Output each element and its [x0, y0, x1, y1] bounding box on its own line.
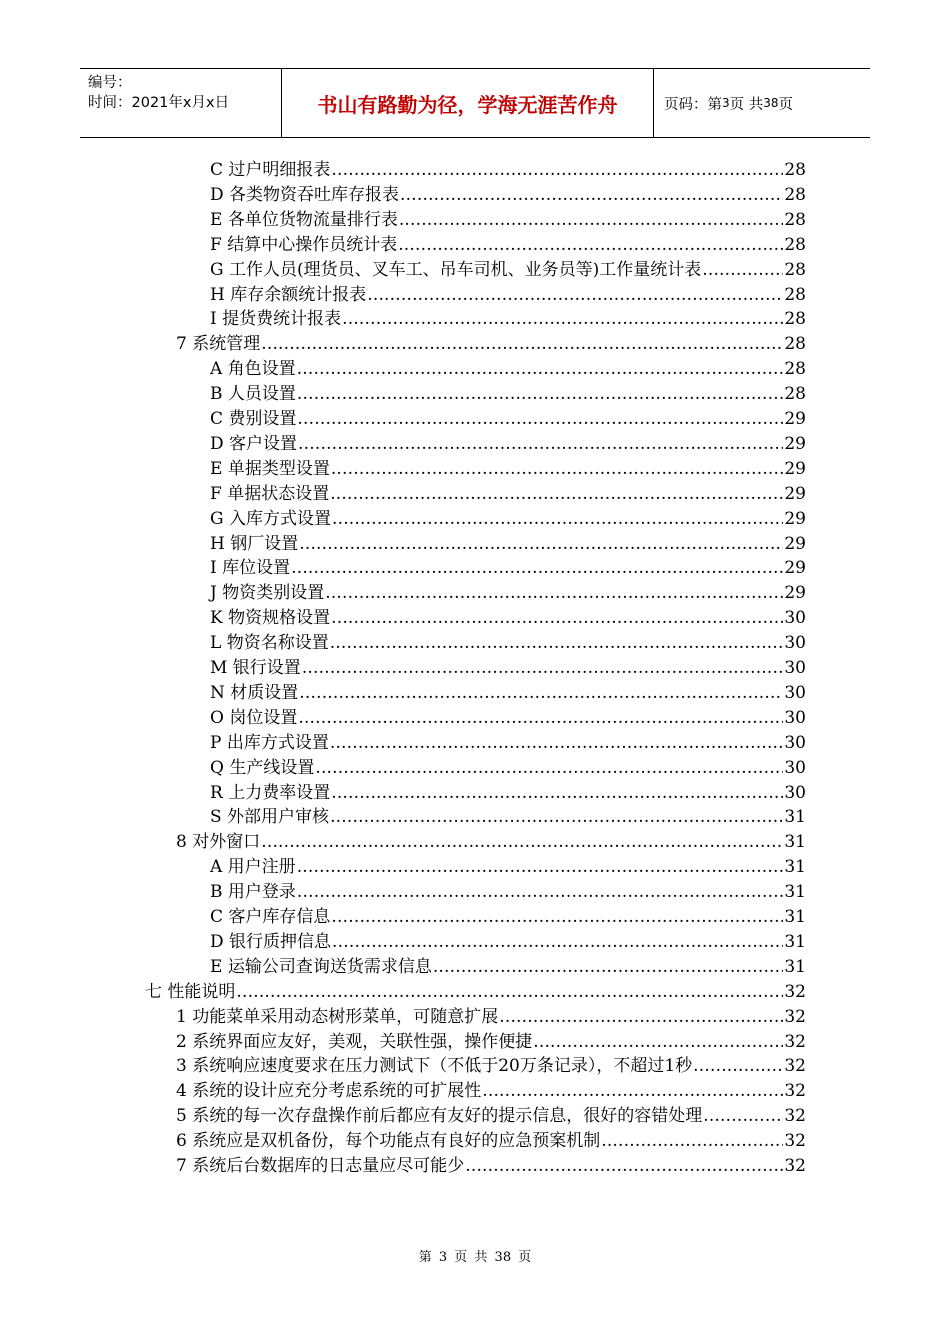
toc-leader-dots [302, 656, 784, 681]
toc-entry[interactable] [210, 432, 806, 457]
toc-entry-label: G 工作人员(理货员、叉车工、吊车司机、业务员等)工作量统计表 [210, 259, 702, 280]
toc-entry-page: 29 [784, 409, 806, 429]
toc-entry-label: 1 功能菜单采用动态树形菜单，可随意扩展 [176, 1006, 499, 1027]
toc-entry-page: 31 [784, 807, 806, 828]
toc-entry-page: 28 [784, 184, 806, 205]
toc-entry-page: 32 [784, 981, 806, 1002]
toc-entry[interactable] [210, 556, 806, 581]
toc-entry-page: 28 [784, 309, 806, 330]
toc-leader-dots [298, 432, 783, 457]
toc-entry[interactable] [210, 307, 806, 332]
toc-leader-dots [261, 830, 783, 855]
toc-entry-label: C 费别设置 [210, 409, 297, 429]
toc-entry-page: 32 [784, 1131, 806, 1152]
toc-entry-label: M 银行设置 [210, 658, 301, 678]
header-meta-cell [80, 69, 282, 137]
toc-entry[interactable] [210, 233, 806, 258]
toc-leader-dots [342, 307, 783, 332]
toc-entry-page: 31 [784, 832, 806, 853]
toc-leader-dots [601, 1129, 783, 1154]
toc-leader-dots [261, 332, 783, 357]
toc-entry-label: L 物资名称设置 [210, 633, 329, 654]
toc-entry-label: N 材质设置 [210, 682, 299, 703]
toc-entry-page: 31 [784, 882, 806, 903]
toc-entry-page: 32 [784, 1056, 806, 1077]
page-footer: 第 3 页 共 38 页 [418, 1250, 532, 1265]
toc-entry-label: P 出库方式设置 [210, 732, 329, 753]
toc-entry-page: 28 [784, 359, 806, 380]
toc-entry-page: 30 [784, 658, 806, 678]
toc-entry-page: 32 [784, 1031, 806, 1052]
toc-entry[interactable] [210, 457, 806, 482]
page-header [80, 68, 870, 138]
toc-entry[interactable] [176, 1005, 806, 1030]
toc-entry-page: 30 [784, 732, 806, 753]
toc-leader-dots [297, 855, 784, 880]
header-motto-cell [282, 69, 654, 137]
toc-entry-page: 30 [784, 682, 806, 703]
toc-entry-label: 4 系统的设计应充分考虑系统的可扩展性 [176, 1081, 482, 1102]
toc-entry[interactable] [210, 357, 806, 382]
toc-leader-dots [702, 258, 783, 283]
toc-entry[interactable] [210, 208, 806, 233]
toc-entry-label: A 角色设置 [210, 359, 296, 380]
toc-leader-dots [298, 706, 783, 731]
toc-entry[interactable] [210, 507, 806, 532]
toc-entry-label: 6 系统应是双机备份，每个功能点有良好的应急预案机制 [176, 1131, 601, 1152]
toc-entry[interactable] [210, 880, 806, 905]
toc-entry-label: A 用户注册 [210, 857, 296, 878]
toc-entry[interactable] [210, 756, 806, 781]
toc-entry-page: 32 [784, 1081, 806, 1102]
toc-leader-dots [297, 407, 783, 432]
toc-entry[interactable] [210, 283, 806, 308]
toc-entry-page: 28 [784, 284, 806, 305]
toc-entry-page: 32 [784, 1006, 806, 1027]
toc-leader-dots [433, 955, 784, 980]
toc-entry-label: Q 生产线设置 [210, 757, 315, 778]
toc-entry[interactable] [210, 855, 806, 880]
toc-entry-label: K 物资规格设置 [210, 608, 331, 629]
toc-entry-page: 32 [784, 1156, 806, 1176]
toc-entry-page: 29 [784, 433, 806, 454]
toc-leader-dots [330, 482, 783, 507]
toc-entry[interactable] [176, 1104, 806, 1129]
toc-entry-page: 31 [784, 956, 806, 977]
toc-leader-dots [291, 556, 783, 581]
toc-entry-label: 8 对外窗口 [176, 832, 261, 853]
toc-leader-dots [299, 532, 783, 557]
toc-entry-page: 31 [784, 907, 806, 927]
toc-entry-label: C 客户库存信息 [210, 907, 331, 927]
toc-entry-page: 28 [784, 384, 806, 405]
toc-entry[interactable] [210, 532, 806, 557]
toc-entry-label: 5 系统的每一次存盘操作前后都应有友好的提示信息，很好的容错处理 [176, 1106, 703, 1127]
toc-leader-dots [465, 1154, 783, 1179]
header-page-mid: 页 共 [729, 96, 764, 113]
header-page-prefix: 页码：第 [664, 96, 722, 113]
toc-entry[interactable] [210, 805, 806, 830]
toc-entry-page: 30 [784, 782, 806, 803]
toc-leader-dots [315, 756, 783, 781]
toc-leader-dots [331, 905, 783, 930]
header-page-suffix: 页 [778, 96, 794, 113]
toc-entry-label: D 客户设置 [210, 433, 298, 454]
toc-entry-page: 28 [784, 160, 806, 180]
document-number-label: 编号： [88, 75, 132, 91]
toc-leader-dots [297, 382, 783, 407]
toc-leader-dots [400, 183, 783, 208]
toc-entry-label: D 各类物资吞吐库存报表 [210, 184, 400, 205]
toc-entry[interactable] [176, 1129, 806, 1154]
toc-entry-label: I 提货费统计报表 [210, 309, 342, 330]
toc-leader-dots [297, 880, 783, 905]
toc-entry[interactable] [210, 955, 806, 980]
toc-leader-dots [331, 457, 784, 482]
toc-entry[interactable] [210, 183, 806, 208]
toc-entry-label: E 单据类型设置 [210, 458, 330, 479]
toc-entry[interactable] [210, 930, 806, 955]
toc-entry-page: 28 [784, 259, 806, 280]
toc-entry[interactable] [210, 158, 806, 183]
toc-entry-label: B 人员设置 [210, 384, 296, 405]
toc-leader-dots [398, 233, 783, 258]
toc-entry-page: 28 [784, 334, 806, 355]
header-page-current: 3 [722, 96, 730, 110]
toc-entry-label: E 运输公司查询送货需求信息 [210, 956, 432, 977]
toc-entry[interactable] [210, 631, 806, 656]
toc-leader-dots [367, 283, 783, 308]
toc-leader-dots [693, 1054, 783, 1079]
toc-entry[interactable] [210, 581, 806, 606]
header-page-total: 38 [763, 96, 779, 110]
toc-leader-dots [482, 1079, 783, 1104]
toc-entry[interactable] [210, 382, 806, 407]
toc-leader-dots [331, 158, 783, 183]
toc-entry-label: G 入库方式设置 [210, 508, 331, 529]
toc-entry-label: R 上力费率设置 [210, 782, 331, 803]
toc-leader-dots [331, 781, 783, 806]
toc-entry[interactable] [210, 781, 806, 806]
toc-entry[interactable] [210, 482, 806, 507]
toc-leader-dots [236, 980, 783, 1005]
toc-entry[interactable] [145, 980, 806, 1005]
toc-leader-dots [330, 731, 784, 756]
toc-entry-label: H 库存余额统计报表 [210, 284, 367, 305]
toc-leader-dots [331, 606, 783, 631]
toc-entry-page: 31 [784, 857, 806, 878]
toc-entry[interactable] [210, 606, 806, 631]
toc-entry-page: 30 [784, 608, 806, 629]
toc-entry-label: 七 性能说明 [145, 981, 236, 1002]
toc-entry-label: F 结算中心操作员统计表 [210, 234, 398, 255]
toc-entry[interactable] [176, 332, 806, 357]
toc-entry[interactable] [210, 905, 806, 930]
toc-leader-dots [533, 1030, 783, 1055]
toc-entry[interactable] [210, 706, 806, 731]
toc-entry-label: S 外部用户审核 [210, 807, 330, 828]
toc-leader-dots [703, 1104, 783, 1129]
toc-entry-label: B 用户登录 [210, 882, 296, 903]
toc-entry-label: C 过户明细报表 [210, 160, 331, 180]
toc-entry-page: 28 [784, 234, 806, 255]
toc-entry-label: D 银行质押信息 [210, 931, 332, 952]
toc-entry[interactable] [210, 656, 806, 681]
toc-entry-label: I 库位设置 [210, 558, 291, 579]
toc-entry-label: 7 系统后台数据库的日志量应尽可能少 [176, 1156, 465, 1176]
toc-leader-dots [325, 581, 783, 606]
toc-leader-dots [330, 631, 784, 656]
toc-entry-page: 30 [784, 757, 806, 778]
toc-entry[interactable] [210, 258, 806, 283]
toc-entry-label: H 钢厂设置 [210, 533, 299, 554]
toc-leader-dots [332, 930, 783, 955]
toc-entry-label: E 各单位货物流量排行表 [210, 209, 398, 230]
document-time-label: 时间：2021年x月x日 [88, 95, 230, 111]
toc-entry-label: O 岗位设置 [210, 707, 298, 728]
toc-entry-label: 3 系统响应速度要求在压力测试下（不低于20万条记录），不超过1秒 [176, 1056, 693, 1077]
toc-entry[interactable] [176, 1079, 806, 1104]
toc-entry-page: 28 [784, 209, 806, 230]
toc-entry[interactable] [176, 830, 806, 855]
toc-entry-label: 7 系统管理 [176, 334, 261, 355]
toc-leader-dots [399, 208, 784, 233]
toc-entry-page: 29 [784, 458, 806, 479]
toc-entry[interactable] [176, 1154, 806, 1179]
toc-entry-page: 29 [784, 508, 806, 529]
toc-entry-page: 30 [784, 633, 806, 654]
toc-entry-page: 29 [784, 583, 806, 604]
toc-entry-label: F 单据状态设置 [210, 483, 330, 504]
toc-entry[interactable] [210, 407, 806, 432]
header-page-cell [654, 69, 870, 137]
toc-entry[interactable] [176, 1054, 806, 1079]
toc-entry-page: 32 [784, 1106, 806, 1127]
toc-entry[interactable] [210, 681, 806, 706]
toc-leader-dots [297, 357, 784, 382]
toc-entry-page: 31 [784, 931, 806, 952]
header-motto: 书山有路勤为径，学海无涯苦作舟 [317, 92, 618, 117]
toc-entry-page: 30 [784, 707, 806, 728]
toc-leader-dots [330, 805, 783, 830]
toc-entry-label: J 物资类别设置 [210, 583, 325, 604]
toc-entry-page: 29 [784, 533, 806, 554]
toc-entry-page: 29 [784, 558, 806, 579]
toc-entry-label: 2 系统界面应友好，美观，关联性强，操作便捷 [176, 1031, 533, 1052]
toc-entry-page: 29 [784, 483, 806, 504]
toc-leader-dots [299, 681, 783, 706]
toc-leader-dots [499, 1005, 783, 1030]
toc-entry[interactable] [176, 1030, 806, 1055]
toc-leader-dots [332, 507, 783, 532]
toc-entry[interactable] [210, 731, 806, 756]
